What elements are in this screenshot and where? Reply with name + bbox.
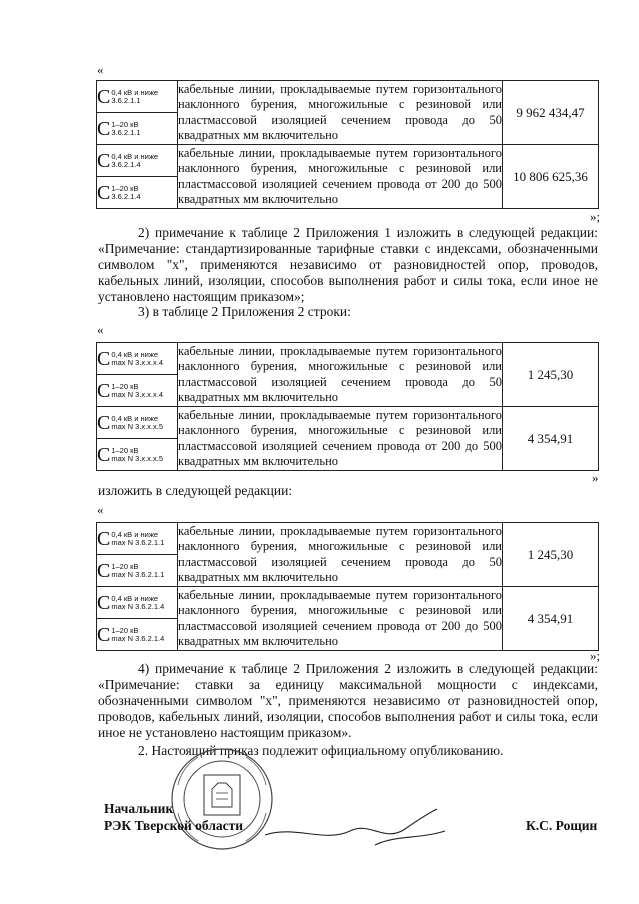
tariff-code-cell: [97, 375, 178, 407]
table-row: [97, 145, 599, 177]
tariff-code: [97, 349, 177, 369]
paragraph-item-3-continuation: изложить в следующей редакции:: [98, 483, 293, 498]
table-row: [97, 81, 599, 113]
tariff-code-index: max N 3.6.2.1.1: [111, 569, 165, 579]
tariff-code-letter: C: [97, 443, 111, 466]
paragraph-item-3: 3) в таблице 2 Приложения 2 строки:: [138, 304, 351, 319]
description-cell: кабельные линии, прокладываемые путем горизонтального наклонного бурения, многожильные с резиновой или пластмассовой изоляцией сечением провода от 200 до 500 квадратных мм включительно: [178, 407, 503, 471]
description-cell: кабельные линии, прокладываемые путем горизонтального наклонного бурения, многожильные с резиновой или пластмассовой изоляцией сечением провода до 50 квадратных мм включительно: [178, 81, 503, 145]
tariff-code-sub: [111, 415, 163, 431]
description-cell: кабельные линии, прокладываемые путем горизонтального наклонного бурения, многожильные с резиновой или пластмассовой изоляцией сечением провода до 50 квадратных мм включительно: [178, 523, 503, 587]
tariff-code-letter: C: [97, 347, 111, 370]
tariff-code-letter: C: [97, 591, 111, 614]
tariff-code: [97, 119, 177, 139]
tariff-code-letter: C: [97, 623, 111, 646]
tariff-code-sub: [111, 563, 164, 579]
tariff-code-voltage: 0,4 кВ и ниже: [111, 87, 159, 97]
handwritten-signature: [255, 795, 455, 855]
tariff-code-index: 3.6.2.1.4: [111, 159, 141, 169]
tariff-code: [97, 625, 177, 645]
tariff-code-sub: [111, 351, 163, 367]
tariff-code-index: 3.6.2.1.1: [111, 127, 141, 137]
tariff-code: [97, 561, 177, 581]
close-quote-2: »: [592, 470, 599, 485]
tariff-code-letter: C: [97, 527, 111, 550]
tariff-code-cell: [97, 439, 178, 471]
tariff-code-sub: [111, 89, 158, 105]
signatory-title-line2: РЭК Тверской области: [104, 818, 244, 833]
tariff-code-voltage: 1–20 кВ: [111, 561, 139, 571]
tariff-code-voltage: 0,4 кВ и ниже: [111, 151, 159, 161]
table-row: [97, 523, 599, 555]
rate-value-cell: 1 245,30: [503, 523, 599, 587]
tariff-code-letter: C: [97, 117, 111, 140]
tariff-code-letter: C: [97, 85, 111, 108]
tariff-code-index: max N 3.x.x.x.5: [111, 421, 164, 431]
close-quote-3: »;: [590, 648, 601, 663]
table-row: [97, 343, 599, 375]
tariff-code: [97, 381, 177, 401]
tariff-code-voltage: 1–20 кВ: [111, 445, 139, 455]
open-quote-1: «: [97, 62, 104, 77]
tariff-code-voltage: 0,4 кВ и ниже: [111, 413, 159, 423]
tariff-code-sub: [111, 595, 164, 611]
tariff-code-index: 3.6.2.1.1: [111, 95, 141, 105]
paragraph-item-4: 4) примечание к таблице 2 Приложения 2 изложить в следующей редакции: «Примечание: ставки за единицу максимальной мощности с индексами, обозначенными символом "х", применяются независимо от разновидностей опор, проводов, кабельных линий, изоляции, способов выполнения работ и силы тока, если иное не установлено настоящим приказом».: [98, 661, 598, 740]
tariff-code-cell: [97, 555, 178, 587]
tariff-table-1: [96, 80, 599, 209]
paragraph-item-2: 2) примечание к таблице 2 Приложения 1 изложить в следующей редакции: «Примечание: стандартизированные тарифные ставки с индексами, обозначенными символом "х", применяются независимо от разновидностей опор, проводов, кабельных линий, изоляции, способов выполнения работ и силы тока, если иное не установлено настоящим приказом»;: [98, 225, 598, 304]
tariff-code-letter: C: [97, 379, 111, 402]
tariff-code-cell: [97, 587, 178, 619]
tariff-code-sub: [111, 383, 163, 399]
rate-value-cell: 4 354,91: [503, 407, 599, 471]
rate-value-cell: 1 245,30: [503, 343, 599, 407]
rate-value-cell: 4 354,91: [503, 587, 599, 651]
tariff-code-index: max N 3.x.x.x.4: [111, 389, 164, 399]
paragraph-section-2: 2. Настоящий приказ подлежит официальному опубликованию.: [138, 743, 504, 758]
tariff-code: [97, 413, 177, 433]
tariff-code-cell: [97, 407, 178, 439]
tariff-code-voltage: 1–20 кВ: [111, 119, 139, 129]
tariff-table-2: [96, 342, 599, 471]
tariff-code-voltage: 0,4 кВ и ниже: [111, 593, 159, 603]
tariff-code-sub: [111, 627, 164, 643]
tariff-code-index: max N 3.6.2.1.1: [111, 537, 165, 547]
tariff-code-cell: [97, 145, 178, 177]
signatory-name: К.С. Рощин: [526, 818, 598, 833]
rate-value-cell: 9 962 434,47: [503, 81, 599, 145]
tariff-code-letter: C: [97, 559, 111, 582]
tariff-code-sub: [111, 185, 140, 201]
tariff-code-voltage: 0,4 кВ и ниже: [111, 349, 159, 359]
tariff-code-index: 3.6.2.1.4: [111, 191, 141, 201]
tariff-table-3: [96, 522, 599, 651]
tariff-code-letter: C: [97, 181, 111, 204]
tariff-code-voltage: 1–20 кВ: [111, 183, 139, 193]
tariff-code-letter: C: [97, 149, 111, 172]
tariff-code-voltage: 1–20 кВ: [111, 381, 139, 391]
description-cell: кабельные линии, прокладываемые путем горизонтального наклонного бурения, многожильные с резиновой или пластмассовой изоляцией сечением провода до 50 квадратных мм включительно: [178, 343, 503, 407]
open-quote-2: «: [97, 322, 104, 337]
tariff-code-sub: [111, 531, 164, 547]
tariff-code-cell: [97, 523, 178, 555]
tariff-code-voltage: 0,4 кВ и ниже: [111, 529, 159, 539]
rate-value-cell: 10 806 625,36: [503, 145, 599, 209]
tariff-code-cell: [97, 177, 178, 209]
tariff-code-cell: [97, 619, 178, 651]
tariff-code: [97, 151, 177, 171]
tariff-code-index: max N 3.6.2.1.4: [111, 601, 165, 611]
tariff-code-cell: [97, 113, 178, 145]
tariff-code-voltage: 1–20 кВ: [111, 625, 139, 635]
tariff-code: [97, 529, 177, 549]
tariff-code: [97, 87, 177, 107]
close-quote-1: »;: [590, 209, 601, 224]
tariff-code-index: max N 3.x.x.x.4: [111, 357, 164, 367]
signatory-title-line1: Начальник: [104, 801, 174, 816]
tariff-code-sub: [111, 153, 158, 169]
tariff-code-sub: [111, 121, 140, 137]
tariff-code-letter: C: [97, 411, 111, 434]
tariff-code-index: max N 3.x.x.x.5: [111, 453, 164, 463]
tariff-code-index: max N 3.6.2.1.4: [111, 633, 165, 643]
tariff-code: [97, 183, 177, 203]
tariff-code: [97, 445, 177, 465]
tariff-code-sub: [111, 447, 163, 463]
table-row: [97, 407, 599, 439]
description-cell: кабельные линии, прокладываемые путем горизонтального наклонного бурения, многожильные с резиновой или пластмассовой изоляцией сечением провода от 200 до 500 квадратных мм включительно: [178, 145, 503, 209]
tariff-code: [97, 593, 177, 613]
open-quote-3: «: [97, 502, 104, 517]
table-row: [97, 587, 599, 619]
tariff-code-cell: [97, 81, 178, 113]
tariff-code-cell: [97, 343, 178, 375]
description-cell: кабельные линии, прокладываемые путем горизонтального наклонного бурения, многожильные с резиновой или пластмассовой изоляцией сечением провода от 200 до 500 квадратных мм включительно: [178, 587, 503, 651]
